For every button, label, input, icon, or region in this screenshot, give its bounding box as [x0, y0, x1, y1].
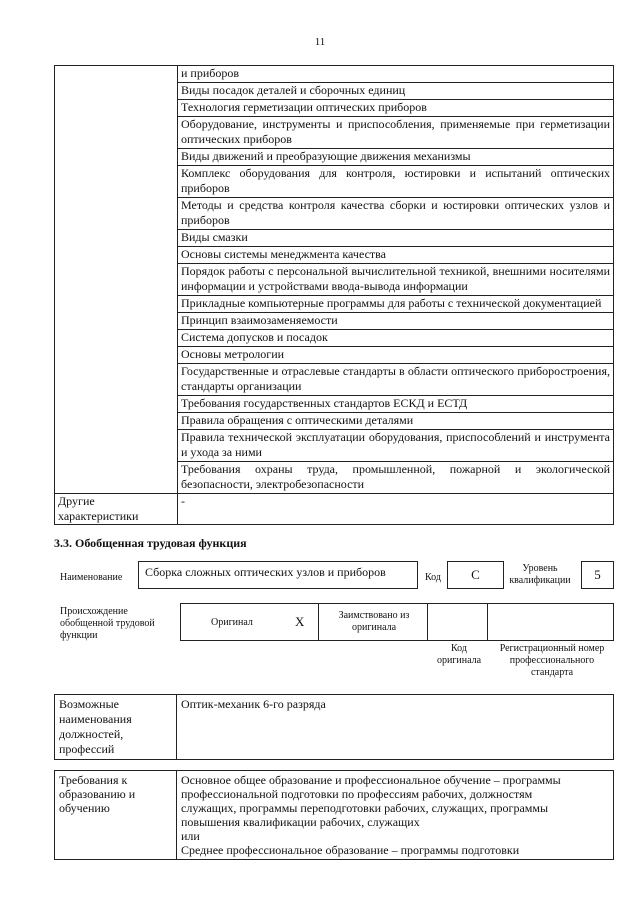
section-title: 3.3. Обобщенная трудовая функция: [54, 536, 247, 550]
original-label: Оригинал: [211, 617, 253, 628]
knowledge-item: Требования государственных стандартов ЕСКД и ЕСТД: [178, 396, 614, 413]
knowledge-item: Принцип взаимозаменяемости: [178, 313, 614, 330]
knowledge-item: Система допусков и посадок: [178, 330, 614, 347]
knowledge-item: Правила обращения с оптическими деталями: [178, 413, 614, 430]
table-row: [55, 66, 614, 83]
knowledge-table: [54, 65, 614, 525]
knowledge-item: Виды посадок деталей и сборочных единиц: [178, 83, 614, 100]
education-line: Среднее профессиональное образование – программы подготовки: [181, 843, 520, 857]
code-label: Код: [425, 572, 441, 583]
education-line: Основное общее образование и профессиональное обучение – программы: [181, 773, 561, 787]
knowledge-item: Основы метрологии: [178, 347, 614, 364]
original-mark: X: [295, 614, 305, 629]
origin-divider: [427, 603, 428, 641]
table-row: [55, 695, 614, 760]
education-line: или: [181, 829, 200, 843]
positions-label: Возможные наименования должностей, профессий: [55, 695, 177, 760]
page-number: 11: [314, 36, 326, 48]
knowledge-item: Прикладные компьютерные программы для работы с технической документацией: [178, 296, 614, 313]
positions-table: [54, 694, 614, 760]
positions-value: Оптик-механик 6-го разряда: [177, 695, 614, 760]
knowledge-item: и приборов: [178, 66, 614, 83]
education-label: Требования к образованию и обучению: [55, 771, 177, 860]
code-original-label: Код оригинала: [436, 643, 482, 666]
education-line: повышения квалификации рабочих, служащих: [181, 815, 420, 829]
table-row: [55, 771, 614, 860]
level-value: 5: [581, 561, 614, 589]
origin-box: [180, 603, 614, 641]
label-cell-empty: [55, 66, 178, 494]
knowledge-item: Порядок работы с персональной вычислительной техникой, внешними носителями информации и устройствами ввода-вывода информации: [178, 264, 614, 296]
knowledge-item: Методы и средства контроля качества сборки и юстировки оптических узлов и приборов: [178, 198, 614, 230]
knowledge-item: Основы системы менеджмента качества: [178, 247, 614, 264]
name-value: Сборка сложных оптических узлов и приборов: [138, 561, 418, 589]
knowledge-item: Виды движений и преобразующие движения механизмы: [178, 149, 614, 166]
table-row: [55, 494, 614, 525]
name-label: Наименование: [60, 572, 123, 583]
code-value: C: [447, 561, 504, 589]
borrowed-label: Заимствовано из оригинала: [338, 610, 410, 633]
origin-divider: [318, 603, 319, 641]
other-characteristics-label-cell: [55, 494, 178, 525]
education-line: служащих, программы переподготовки рабочих, служащих, программы: [181, 801, 549, 815]
knowledge-item: Виды смазки: [178, 230, 614, 247]
reg-number-label: Регистрационный номер профессионального стандарта: [499, 643, 605, 678]
knowledge-item: Оборудование, инструменты и приспособления, применяемые при герметизации оптических приборов: [178, 117, 614, 149]
level-label: Уровень квалификации: [509, 563, 571, 586]
other-characteristics-value: -: [178, 494, 614, 525]
knowledge-item: Технология герметизации оптических приборов: [178, 100, 614, 117]
origin-label: Происхождение обобщенной трудовой функции: [60, 606, 155, 641]
knowledge-item: Комплекс оборудования для контроля, юстировки и испытаний оптических приборов: [178, 166, 614, 198]
education-value: [177, 771, 614, 860]
education-line: профессиональной подготовки по профессиям рабочих, должностям: [181, 787, 533, 801]
origin-divider: [487, 603, 488, 641]
other-characteristics-label: Другие характеристики: [58, 494, 139, 523]
education-table: [54, 770, 614, 860]
knowledge-item: Государственные и отраслевые стандарты в области оптического приборостроения, стандарты организации: [178, 364, 614, 396]
knowledge-item: Требования охраны труда, промышленной, пожарной и экологической безопасности, электробезопасности: [178, 462, 614, 494]
knowledge-item: Правила технической эксплуатации оборудования, приспособлений и инструмента и ухода за ними: [178, 430, 614, 462]
